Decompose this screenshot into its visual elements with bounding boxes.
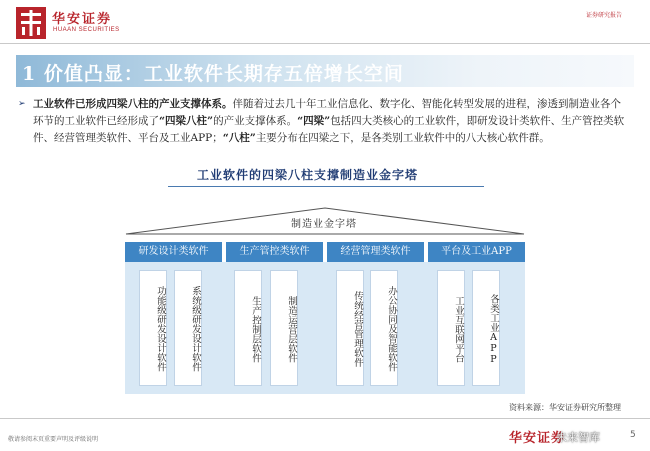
chart-title: 工业软件的四梁八柱支撑制造业金字塔	[197, 168, 419, 182]
company-logo-icon	[16, 7, 46, 39]
pillar-system-level-rd	[174, 270, 202, 386]
footer-company-name: 华安证券	[509, 431, 566, 446]
pillar-label: 系统级研发设计软件	[190, 286, 201, 372]
chart-title-underline	[168, 186, 484, 187]
pillar-industrial-apps	[472, 270, 500, 386]
report-type-label: 证券研究报告	[586, 12, 623, 19]
beam-business-management: 经营管理类软件	[327, 242, 424, 262]
pillar-label: 功能级研发设计软件	[155, 286, 166, 372]
pillar-office-collaboration	[370, 270, 398, 386]
paragraph-text-3: 包括四大类核心的工业软件，即研发设计类软件、生产管控类软件、经营管理类软件、平台及工业APP；	[33, 115, 625, 144]
company-name-cn: 华安证券	[52, 12, 113, 27]
bullet-arrow-icon: ➢	[18, 99, 26, 109]
pillar-industrial-internet	[437, 270, 465, 386]
pillar-label: 工业互联网平台	[453, 295, 464, 363]
paragraph-quote-2: “四梁”	[297, 115, 331, 127]
paragraph-text-4: 主要分布在四梁之下，是各类别工业软件中的八大核心软件群。	[255, 132, 550, 144]
paragraph-text-2: 的产业支撑体系。	[213, 115, 298, 127]
roof-label: 制造业金字塔	[291, 219, 357, 230]
footer-disclaimer: 敬请参阅末页重要声明及评级说明	[8, 436, 99, 443]
body-paragraph	[33, 96, 629, 147]
footer-watermark: 未来智库	[556, 431, 600, 444]
source-note: 资料来源：华安证券研究所整理	[509, 403, 621, 412]
beam-platform-app: 平台及工业APP	[428, 242, 525, 262]
pillar-production-control	[234, 270, 262, 386]
company-name-en: HUAAN SECURITIES	[53, 27, 120, 33]
paragraph-lead: 工业软件已形成四梁八柱的产业支撑体系。	[33, 98, 233, 110]
pillar-manufacturing-ops	[270, 270, 298, 386]
paragraph-quote-3: “八柱”	[222, 132, 256, 144]
pillar-label: 制造运营层软件	[286, 295, 297, 363]
beam-rd-design: 研发设计类软件	[125, 242, 222, 262]
pillar-label: 办公协同及智能软件	[386, 286, 397, 372]
slide-title: 1 价值凸显：工业软件长期存五倍增长空间	[22, 63, 404, 85]
paragraph-text-1: 伴随着过去几十年工业信息化、数字化、智能化转型发展的进程，渗透到制造业各个环节的工业软件已经形成了	[33, 98, 621, 127]
pillar-label: 各类工业APP	[488, 293, 499, 365]
header-divider	[0, 43, 650, 44]
page-number: 5	[630, 430, 636, 440]
pillar-label: 生产控制层软件	[250, 295, 261, 363]
paragraph-quote-1: “四梁八柱”	[159, 115, 214, 127]
beam-production-control: 生产管控类软件	[226, 242, 323, 262]
pillar-traditional-management	[336, 270, 364, 386]
footer-divider	[0, 418, 650, 419]
pillar-function-level-rd	[139, 270, 167, 386]
pillar-label: 传统经营管理软件	[352, 291, 363, 367]
